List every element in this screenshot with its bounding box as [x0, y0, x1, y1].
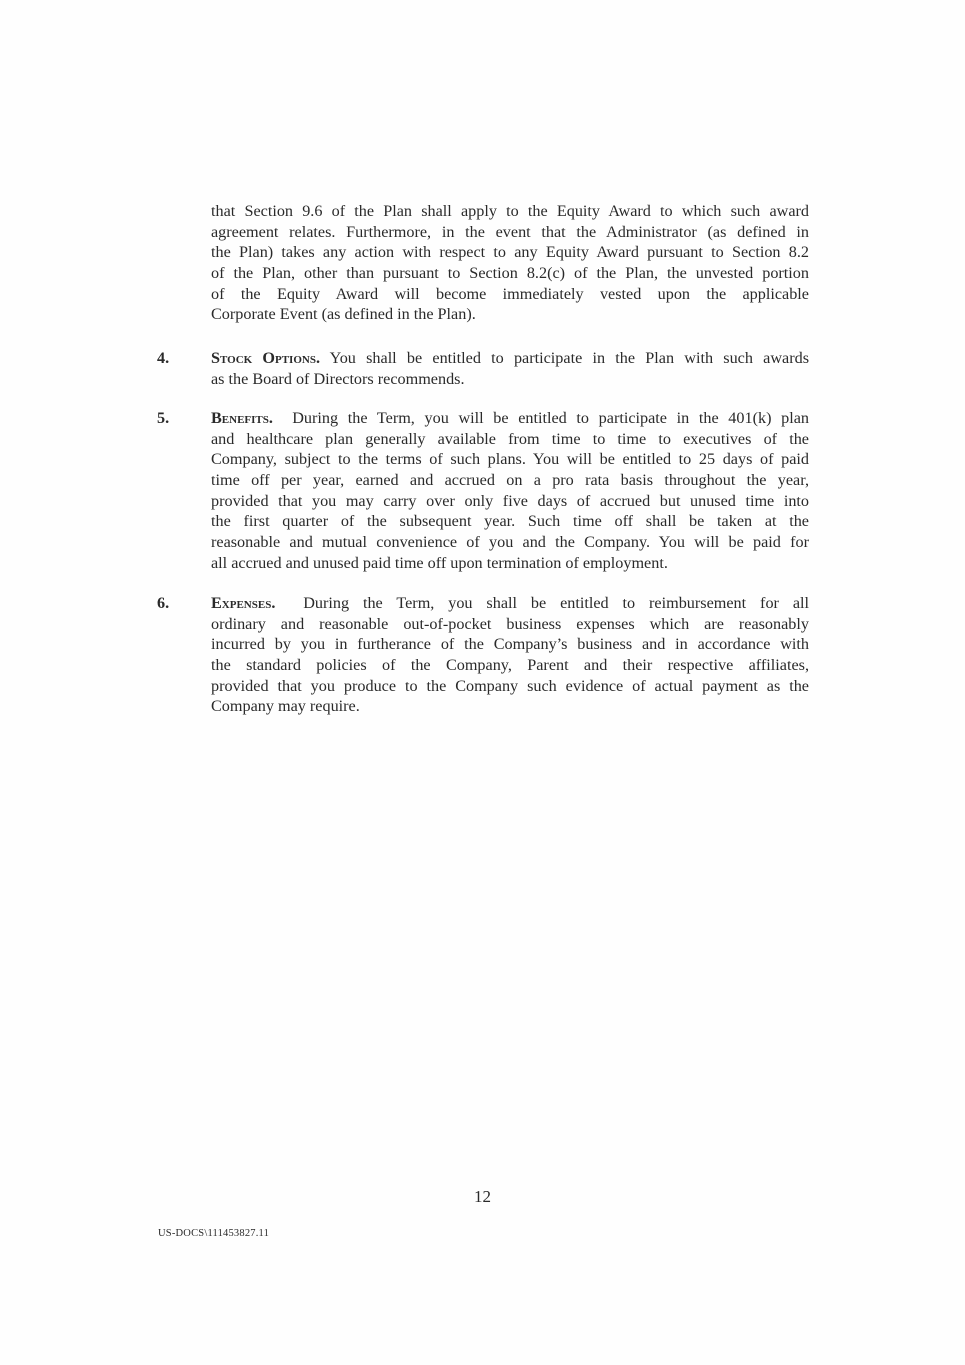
- line-text: You shall be entitled to participate in the Plan with such awards: [329, 349, 809, 367]
- text-line: the Plan) takes any action with respect to any Equity Award pursuant to Section 8.2: [211, 243, 809, 262]
- section-number: 6.: [157, 594, 170, 612]
- page-number: 12: [474, 1187, 491, 1206]
- text-line: all accrued and unused paid time off upon termination of employment.: [211, 553, 668, 572]
- text-line: Company may require.: [211, 697, 360, 716]
- text-line: that Section 9.6 of the Plan shall apply to the Equity Award to which such award: [211, 202, 809, 220]
- continuation-paragraph: [211, 201, 809, 325]
- text-line: incurred by you in furtherance of the Company’s business and in accordance with: [211, 635, 809, 654]
- text-line: provided that you may carry over only five days of accrued but unused time into: [211, 491, 809, 510]
- line-text: During the Term, you shall be entitled to reimbursement for all: [303, 594, 809, 612]
- section-body: [211, 408, 809, 574]
- section-heading: Benefits.: [211, 409, 273, 427]
- section-number: 4.: [157, 349, 170, 367]
- text-line: Corporate Event (as defined in the Plan).: [211, 305, 476, 324]
- text-line: reasonable and mutual convenience of you and the Company. You will be paid for: [211, 533, 809, 552]
- text-line: provided that you produce to the Company such evidence of actual payment as the: [211, 676, 809, 695]
- text-line: and healthcare plan generally available from time to time to executives of the: [211, 429, 809, 448]
- text-line: of the Plan, other than pursuant to Section 8.2(c) of the Plan, the unvested portion: [211, 264, 809, 283]
- text-line: [211, 593, 809, 614]
- section-body: [211, 348, 809, 389]
- text-line: agreement relates. Furthermore, in the event that the Administrator (as defined in: [211, 222, 809, 241]
- text-line: [211, 408, 809, 429]
- text-line: as the Board of Directors recommends.: [211, 369, 465, 388]
- text-line: of the Equity Award will become immediately vested upon the applicable: [211, 284, 809, 303]
- section-heading: Expenses.: [211, 594, 276, 612]
- section-number: 5.: [157, 409, 170, 427]
- text-line: [211, 348, 809, 369]
- section-heading: Stock Options.: [211, 349, 321, 367]
- text-line: Company, subject to the terms of such plans. You will be entitled to 25 days of paid: [211, 450, 809, 469]
- section-body: [211, 593, 809, 717]
- text-line: the standard policies of the Company, Parent and their respective affiliates,: [211, 656, 809, 675]
- line-text: During the Term, you will be entitled to participate in the 401(k) plan: [292, 409, 809, 427]
- document-id: US-DOCS\111453827.11: [158, 1228, 270, 1239]
- text-line: the first quarter of the subsequent year. Such time off shall be taken at the: [211, 512, 809, 531]
- text-line: time off per year, earned and accrued on a pro rata basis throughout the year,: [211, 471, 809, 490]
- text-line: ordinary and reasonable out-of-pocket business expenses which are reasonably: [211, 614, 809, 633]
